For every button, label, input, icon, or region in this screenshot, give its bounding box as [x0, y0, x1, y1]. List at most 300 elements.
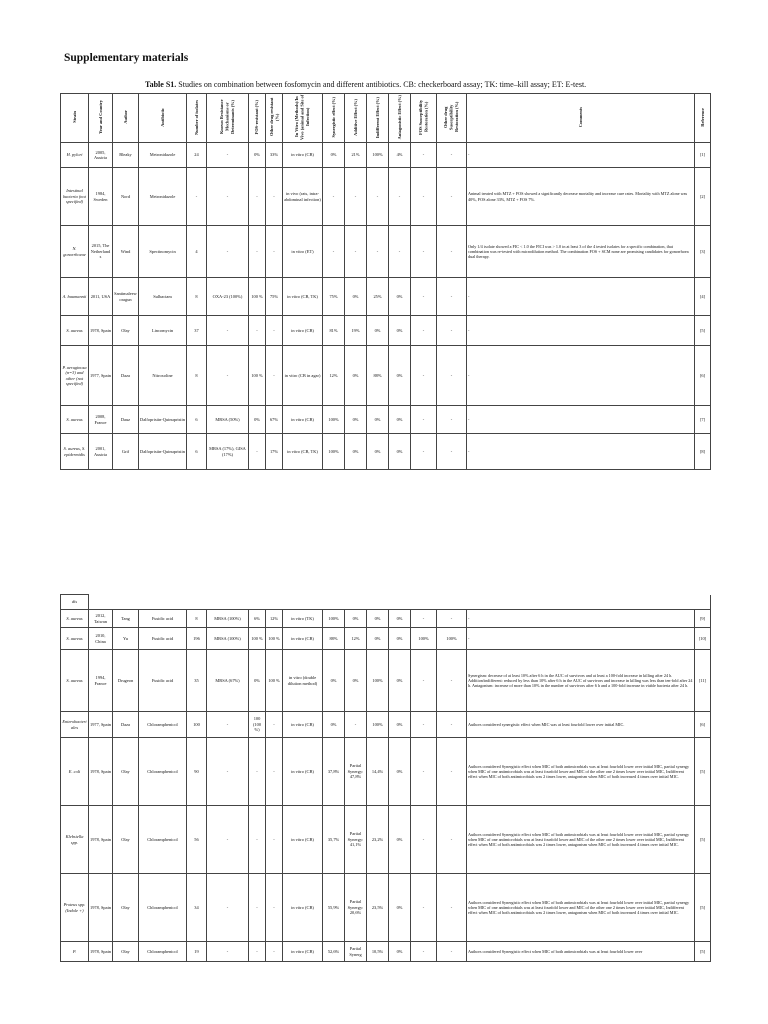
continued-fragment: dis — [61, 595, 89, 610]
antagonistic-cell: 0% — [389, 650, 411, 712]
isolates-cell: 8 — [187, 346, 207, 406]
method-cell: in vitro (CB) — [283, 712, 323, 738]
fos-restoration-cell: - — [411, 610, 437, 628]
strain-cell: Klebsiella spp. — [61, 806, 89, 874]
other-restoration-cell: - — [437, 738, 467, 806]
indifferent-cell: 88% — [367, 346, 389, 406]
other-restoration-cell: - — [437, 226, 467, 278]
table-row — [61, 316, 711, 346]
column-header — [249, 94, 266, 143]
antibiotic-cell: Metronidazole — [139, 168, 187, 226]
isolates-cell: - — [187, 168, 207, 226]
additive-cell: 0% — [345, 406, 367, 434]
column-header — [207, 94, 249, 143]
table-row — [61, 650, 711, 712]
fos-restoration-cell: - — [411, 143, 437, 168]
strain-cell: P. — [61, 942, 89, 962]
other-restoration-cell: 100% — [437, 628, 467, 650]
antibiotic-cell: Chloramphenicol — [139, 806, 187, 874]
synergistic-cell: 0% — [323, 143, 345, 168]
table-body-1 — [61, 143, 711, 470]
isolates-cell: 8 — [187, 278, 207, 316]
method-cell: in vitro (CB in agar) — [283, 346, 323, 406]
other-restoration-cell: - — [437, 874, 467, 942]
isolates-cell: 6 — [187, 434, 207, 470]
fos-resistant-cell: 0% — [249, 143, 266, 168]
mechanism-cell: OXA-23 (100%) — [207, 278, 249, 316]
method-cell: in vitro (CB) — [283, 806, 323, 874]
year-country-cell: 1977, Spain — [89, 346, 113, 406]
additive-cell: Partial Synergy: 41,1% — [345, 806, 367, 874]
mechanism-cell: - — [207, 316, 249, 346]
antibiotic-cell: Chloramphenicol — [139, 874, 187, 942]
mechanism-cell: - — [207, 738, 249, 806]
column-header — [266, 94, 283, 143]
reference-cell: [6] — [695, 712, 711, 738]
synergistic-cell: 100% — [323, 406, 345, 434]
column-header-label: Additive Effect (%) — [352, 98, 358, 136]
reference-cell: [5] — [695, 738, 711, 806]
other-resistant-cell: - — [266, 942, 283, 962]
antagonistic-cell: 0% — [389, 610, 411, 628]
other-resistant-cell: 100 % — [266, 628, 283, 650]
comment-cell: - — [467, 434, 695, 470]
reference-cell: [4] — [695, 278, 711, 316]
fos-restoration-cell: - — [411, 226, 437, 278]
other-resistant-cell: 33% — [266, 143, 283, 168]
column-header — [323, 94, 345, 143]
mechanism-cell: - — [207, 942, 249, 962]
fos-resistant-cell: 0% — [249, 650, 266, 712]
fos-resistant-cell: - — [249, 738, 266, 806]
year-country-cell: 2010, China — [89, 628, 113, 650]
other-restoration-cell: - — [437, 346, 467, 406]
other-restoration-cell: - — [437, 610, 467, 628]
table-row — [61, 806, 711, 874]
antagonistic-cell: - — [389, 226, 411, 278]
isolates-cell: 100 — [187, 712, 207, 738]
fos-restoration-cell: - — [411, 806, 437, 874]
page-heading: Supplementary materials — [64, 52, 189, 64]
reference-cell: [5] — [695, 874, 711, 942]
other-resistant-cell: - — [266, 316, 283, 346]
reference-cell: [8] — [695, 434, 711, 470]
isolates-cell: 34 — [187, 874, 207, 942]
isolates-cell: 56 — [187, 806, 207, 874]
column-header — [283, 94, 323, 143]
author-cell: Wind — [113, 226, 139, 278]
table-row — [61, 738, 711, 806]
author-cell: Daza — [113, 346, 139, 406]
fos-resistant-cell: - — [249, 316, 266, 346]
mechanism-cell: MRSA (100%) — [207, 628, 249, 650]
mechanism-cell: MRSA (50%) — [207, 406, 249, 434]
year-country-cell: 1978, Spain — [89, 942, 113, 962]
column-header-label: Synergistic effect (%) — [330, 97, 336, 138]
column-header-label: Other drug Susceptibility Restoration (%) — [443, 102, 460, 133]
additive-cell: 21% — [345, 143, 367, 168]
additive-cell: - — [345, 712, 367, 738]
strain-cell: P. aeruginosa (n=3) and other (not specified) — [61, 346, 89, 406]
author-cell: Olay — [113, 942, 139, 962]
mechanism-cell: MRSA (67%) — [207, 650, 249, 712]
indifferent-cell: - — [367, 226, 389, 278]
method-cell: in vitro (CB) — [283, 406, 323, 434]
isolates-cell: 35 — [187, 650, 207, 712]
isolates-cell: 19 — [187, 942, 207, 962]
comment-cell: - — [467, 143, 695, 168]
synergistic-cell: 12% — [323, 346, 345, 406]
strain-cell: Proteus spp. (Indole +) — [61, 874, 89, 942]
fos-resistant-cell: 6% — [249, 610, 266, 628]
author-cell: Olay — [113, 316, 139, 346]
other-resistant-cell: - — [266, 168, 283, 226]
reference-cell: [3] — [695, 226, 711, 278]
indifferent-cell: 100% — [367, 143, 389, 168]
table-caption — [145, 80, 586, 89]
comment-cell: - — [467, 610, 695, 628]
fos-resistant-cell: 100 % — [249, 278, 266, 316]
author-cell: Yu — [113, 628, 139, 650]
method-cell: in vivo (rats, intra-abdominal infection) — [283, 168, 323, 226]
fos-resistant-cell: 100 % — [249, 628, 266, 650]
reference-cell: [5] — [695, 316, 711, 346]
comment-cell: - — [467, 316, 695, 346]
other-resistant-cell: 12% — [266, 610, 283, 628]
strain-cell: S. aureus — [61, 628, 89, 650]
reference-cell: [10] — [695, 628, 711, 650]
fos-resistant-cell: 100 % — [249, 346, 266, 406]
column-header-label: Reference — [699, 107, 705, 127]
column-header — [61, 94, 89, 143]
other-resistant-cell: - — [266, 874, 283, 942]
antagonistic-cell: 0% — [389, 942, 411, 962]
table-row — [61, 874, 711, 942]
indifferent-cell: 0% — [367, 406, 389, 434]
column-header-label: Indifferent Effect (%) — [374, 96, 380, 138]
fos-resistant-cell: - — [249, 434, 266, 470]
isolates-cell: 24 — [187, 143, 207, 168]
strain-cell: S. aureus — [61, 610, 89, 628]
table-row — [61, 712, 711, 738]
year-country-cell: 1978, Spain — [89, 316, 113, 346]
reference-cell: [5] — [695, 942, 711, 962]
synergistic-cell: 81% — [323, 316, 345, 346]
antibiotic-cell: Nitroxoline — [139, 346, 187, 406]
antagonistic-cell: 0% — [389, 406, 411, 434]
antibiotic-cell: Fusidic acid — [139, 650, 187, 712]
comment-cell: Authors considered Synergistic effect when MIC of both antimicrobials was at least fourfold lower over initial MIC, partial synergy when MIC of one antimicrobials was at least fourfold lower and MIC of the other one 2 times lower over initial MIC, Indifferent effect when MIC of both antimicrobials was 2 times lower, antagonism when MIC of both increased 4 times over initial MIC. — [467, 874, 695, 942]
table-header-row — [61, 94, 711, 143]
reference-cell: [5] — [695, 806, 711, 874]
additive-cell: Partial Synergy: 20,6% — [345, 874, 367, 942]
reference-cell: [2] — [695, 168, 711, 226]
year-country-cell: 1978, Spain — [89, 806, 113, 874]
antagonistic-cell: 0% — [389, 316, 411, 346]
table-body-2 — [61, 595, 711, 962]
fos-resistant-cell: - — [249, 874, 266, 942]
antagonistic-cell: 0% — [389, 712, 411, 738]
fos-restoration-cell: - — [411, 406, 437, 434]
strain-cell: E. coli — [61, 738, 89, 806]
mechanism-cell: - — [207, 346, 249, 406]
antibiotic-cell: Fusidic acid — [139, 628, 187, 650]
other-resistant-cell: 75% — [266, 278, 283, 316]
year-country-cell: 2011, USA — [89, 278, 113, 316]
strain-cell: S. aureus, S. epidermidis — [61, 434, 89, 470]
antibiotic-cell: Metronidazole — [139, 143, 187, 168]
year-country-cell: 2012, Taiwan — [89, 610, 113, 628]
synergistic-cell: 0% — [323, 650, 345, 712]
year-country-cell: 2005, Austria — [89, 143, 113, 168]
strain-cell: S. aureus — [61, 650, 89, 712]
table-row — [61, 942, 711, 962]
column-header-label: Antibiotic — [159, 107, 165, 127]
reference-cell: [1] — [695, 143, 711, 168]
year-country-cell: 1978, Spain — [89, 738, 113, 806]
year-country-cell: 1994, France — [89, 650, 113, 712]
column-header-label: Other drug resistant (%) — [268, 98, 279, 137]
strain-cell: Enterobacteriales — [61, 712, 89, 738]
additive-cell: 0% — [345, 278, 367, 316]
indifferent-cell: 23,5% — [367, 874, 389, 942]
column-header-label: Strain — [71, 111, 77, 124]
indifferent-cell: 100% — [367, 712, 389, 738]
mechanism-cell: - — [207, 143, 249, 168]
synergistic-cell: 100% — [323, 434, 345, 470]
fos-restoration-cell: - — [411, 346, 437, 406]
antagonistic-cell: 4% — [389, 143, 411, 168]
indifferent-cell: 14,4% — [367, 738, 389, 806]
antagonistic-cell: 0% — [389, 346, 411, 406]
other-resistant-cell: 67% — [266, 406, 283, 434]
fos-restoration-cell: - — [411, 874, 437, 942]
fos-resistant-cell: 100 (100 %) — [249, 712, 266, 738]
other-restoration-cell: - — [437, 143, 467, 168]
synergistic-cell: 35,7% — [323, 806, 345, 874]
fos-resistant-cell: - — [249, 806, 266, 874]
indifferent-cell: 0% — [367, 434, 389, 470]
column-header — [467, 94, 695, 143]
table-row — [61, 628, 711, 650]
continued-blank — [89, 595, 711, 610]
antagonistic-cell: 0% — [389, 874, 411, 942]
author-cell: Tang — [113, 610, 139, 628]
antibiotic-cell: Chloramphenicol — [139, 712, 187, 738]
synergistic-cell: 37,8% — [323, 738, 345, 806]
antagonistic-cell: 0% — [389, 738, 411, 806]
additive-cell: 12% — [345, 628, 367, 650]
mechanism-cell: - — [207, 806, 249, 874]
antibiotic-cell: Chloramphenicol — [139, 942, 187, 962]
column-header — [113, 94, 139, 143]
additive-cell: 19% — [345, 316, 367, 346]
table-row — [61, 143, 711, 168]
synergistic-cell: 52,6% — [323, 942, 345, 962]
fos-restoration-cell: - — [411, 942, 437, 962]
additive-cell: 0% — [345, 346, 367, 406]
year-country-cell: 1984, Sweden — [89, 168, 113, 226]
strain-cell: N. gonorrhoeae — [61, 226, 89, 278]
synergistic-cell: 75% — [323, 278, 345, 316]
author-cell: Santimaleeworagun — [113, 278, 139, 316]
author-cell: Daza — [113, 712, 139, 738]
antibiotic-cell: Lincomycin — [139, 316, 187, 346]
mechanism-cell: - — [207, 712, 249, 738]
table-row — [61, 406, 711, 434]
synergistic-cell: 55,9% — [323, 874, 345, 942]
antibiotic-cell: Fusidic acid — [139, 610, 187, 628]
reference-cell: [6] — [695, 346, 711, 406]
method-cell: in vitro (double dilution method) — [283, 650, 323, 712]
antagonistic-cell: 0% — [389, 434, 411, 470]
other-restoration-cell: - — [437, 434, 467, 470]
other-resistant-cell: - — [266, 806, 283, 874]
strain-cell: S. aureus — [61, 406, 89, 434]
method-cell: in vitro (CB) — [283, 738, 323, 806]
column-header — [187, 94, 207, 143]
fos-restoration-cell: 100% — [411, 628, 437, 650]
method-cell: in vitro (CB) — [283, 628, 323, 650]
antagonistic-cell: 0% — [389, 278, 411, 316]
column-header — [89, 94, 113, 143]
reference-cell: [9] — [695, 610, 711, 628]
table-part-1 — [60, 93, 711, 470]
column-header — [345, 94, 367, 143]
strain-cell: A. baumannii — [61, 278, 89, 316]
antibiotic-cell: Chloramphenicol — [139, 738, 187, 806]
antibiotic-cell: Dalfopristin-Quinupristin — [139, 434, 187, 470]
year-country-cell: 2008, France — [89, 406, 113, 434]
other-resistant-cell: 17% — [266, 434, 283, 470]
author-cell: Olay — [113, 874, 139, 942]
comment-cell: - — [467, 278, 695, 316]
mechanism-cell: MRSA (17%), GISA (17%) — [207, 434, 249, 470]
isolates-cell: 4 — [187, 226, 207, 278]
other-restoration-cell: - — [437, 712, 467, 738]
synergistic-cell: 100% — [323, 610, 345, 628]
comment-cell: Authors considered synergistic effect when MIC was at least fourfold lower over initial MIC. — [467, 712, 695, 738]
table-part-2 — [60, 594, 711, 962]
column-header-label: Number of isolates — [193, 99, 199, 135]
indifferent-cell: 10,5% — [367, 942, 389, 962]
indifferent-cell: 0% — [367, 610, 389, 628]
mechanism-cell: - — [207, 874, 249, 942]
other-restoration-cell: - — [437, 168, 467, 226]
method-cell: in vitro (CB) — [283, 874, 323, 942]
comment-cell: Only 1/4 isolate showed a FIC < 1.0 the FICI was > 1.0 in at least 3 of the 4 tested isolates for a specific combination, that combination was re-tested with microdilution method. The combination FOS + SCM none are promising candidates for gonorrhoea dual therapy. — [467, 226, 695, 278]
comment-cell: Synergism: decrease of at least 10% after 6 h in the AUC of survivors and at least a 100-fold increase in killing after 24 h. Addition/indifferent: reduced by less than 10% after 6 h in the AUC of survivors and increase in killing was less than ten-fold after 24 h. Antagonism: increase of more than 10% in the number of survivors after 6 h and a 100-fold increase in viable bacteria after 24 h. — [467, 650, 695, 712]
column-header — [437, 94, 467, 143]
year-country-cell: 2015, The Netherlands — [89, 226, 113, 278]
isolates-cell: 37 — [187, 316, 207, 346]
table-row — [61, 168, 711, 226]
isolates-cell: 6 — [187, 406, 207, 434]
additive-cell: - — [345, 226, 367, 278]
other-resistant-cell: - — [266, 738, 283, 806]
continued-row — [61, 595, 711, 610]
method-cell: in vitro (CB, TK) — [283, 278, 323, 316]
method-cell: in vitro (CB, TK) — [283, 434, 323, 470]
caption-label: Table S1. — [145, 80, 177, 89]
strain-cell: S. aureus — [61, 316, 89, 346]
method-cell: in vitro (CB) — [283, 316, 323, 346]
fos-resistant-cell: - — [249, 168, 266, 226]
method-cell: in vitro (CB) — [283, 942, 323, 962]
column-header-label: Comments — [577, 107, 583, 128]
fos-restoration-cell: - — [411, 278, 437, 316]
fos-resistant-cell: - — [249, 226, 266, 278]
fos-resistant-cell: - — [249, 942, 266, 962]
method-cell: in vitro (TK) — [283, 610, 323, 628]
other-restoration-cell: - — [437, 278, 467, 316]
author-cell: Bleaky — [113, 143, 139, 168]
indifferent-cell: 0% — [367, 316, 389, 346]
other-resistant-cell: 100 % — [266, 650, 283, 712]
comment-cell: Authors considered Synergistic effect when MIC of both antimicrobials was at least fourfold lower over initial MIC, partial synergy when MIC of one antimicrobials was at least fourfold lower and MIC of the other one 2 times lower over initial MIC, Indifferent effect when MIC of both antimicrobials was 2 times lower, antagonism when MIC of both increased 4 times over initial MIC. — [467, 738, 695, 806]
other-restoration-cell: - — [437, 650, 467, 712]
comment-cell: Authors considered Synergistic effect when MIC of both antimicrobials was at least fourfold lower over initial MIC, partial synergy when MIC of one antimicrobials was at least fourfold lower and MIC of the other one 2 times lower over initial MIC, Indifferent effect when MIC of both antimicrobials was 2 times lower, antagonism when MIC of both increased 4 times over initial MIC. — [467, 806, 695, 874]
column-header — [139, 94, 187, 143]
column-header-label: FOS-resistant (%) — [254, 100, 260, 135]
additive-cell: Partial Synergy: 47,8% — [345, 738, 367, 806]
indifferent-cell: 25% — [367, 278, 389, 316]
method-cell: in vitro (CB) — [283, 143, 323, 168]
table-row — [61, 610, 711, 628]
column-header — [367, 94, 389, 143]
indifferent-cell: 0% — [367, 628, 389, 650]
antagonistic-cell: 0% — [389, 628, 411, 650]
comment-cell: Authors considered Synergistic effect when MIC of both antimicrobials was at least fourfold lower over — [467, 942, 695, 962]
indifferent-cell: 100% — [367, 650, 389, 712]
author-cell: Grif — [113, 434, 139, 470]
year-country-cell: 1977, Spain — [89, 712, 113, 738]
comment-cell: - — [467, 346, 695, 406]
table-row — [61, 278, 711, 316]
column-header — [411, 94, 437, 143]
other-resistant-cell: - — [266, 346, 283, 406]
fos-restoration-cell: - — [411, 712, 437, 738]
indifferent-cell: - — [367, 168, 389, 226]
reference-cell: [7] — [695, 406, 711, 434]
other-resistant-cell: - — [266, 712, 283, 738]
indifferent-cell: 23,2% — [367, 806, 389, 874]
fos-resistant-cell: 0% — [249, 406, 266, 434]
synergistic-cell: - — [323, 168, 345, 226]
strain-cell: H. pylori — [61, 143, 89, 168]
table-row — [61, 434, 711, 470]
other-restoration-cell: - — [437, 806, 467, 874]
additive-cell: 0% — [345, 434, 367, 470]
isolates-cell: 90 — [187, 738, 207, 806]
comment-cell: Animal treated with MTZ + FOS showed a significantly decrease mortality and increase cure rates. Mortality with MTZ alone was 40%, FOS alone 33%, MTZ + FOS 7%. — [467, 168, 695, 226]
fos-restoration-cell: - — [411, 650, 437, 712]
table-row — [61, 226, 711, 278]
column-header-label: Antagonistic Effect (%) — [396, 95, 402, 140]
year-country-cell: 2001, Austria — [89, 434, 113, 470]
comment-cell: - — [467, 628, 695, 650]
strain-cell: Intestinal bacteria (not specified) — [61, 168, 89, 226]
column-header-label: Year and Country — [97, 100, 103, 135]
antagonistic-cell: - — [389, 168, 411, 226]
fos-restoration-cell: - — [411, 168, 437, 226]
synergistic-cell: 0% — [323, 712, 345, 738]
method-cell: in vitro (ET) — [283, 226, 323, 278]
column-header — [389, 94, 411, 143]
column-header-label: FOS Susceptibility Restoration (%) — [418, 99, 429, 135]
other-restoration-cell: - — [437, 406, 467, 434]
fos-restoration-cell: - — [411, 738, 437, 806]
